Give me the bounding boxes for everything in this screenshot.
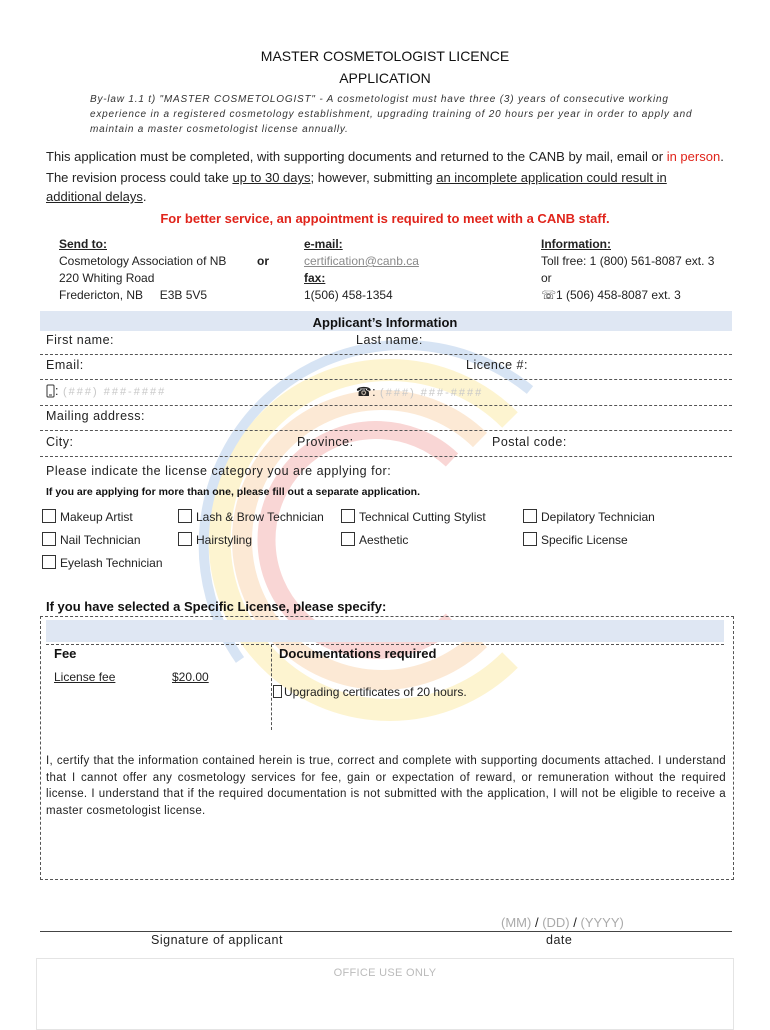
or-separator: or	[257, 254, 269, 268]
mailing-address-label: Mailing address:	[46, 409, 146, 423]
form-title-line2: APPLICATION	[339, 70, 431, 86]
divider	[271, 644, 272, 730]
checkbox-depilatory[interactable]	[523, 509, 655, 524]
checkbox-box[interactable]	[341, 532, 355, 546]
intro-text: This application must be completed, with supporting documents and returned to the CANB by mail, email or	[46, 149, 667, 164]
address-line: Fredericton, NB E3B 5V5	[59, 288, 208, 302]
address-line: Cosmetology Association of NB	[59, 254, 227, 268]
phone-placeholder: (###) ###-####	[380, 387, 484, 399]
option-label: Depilatory Technician	[541, 510, 655, 524]
fee-heading: Fee	[54, 646, 77, 661]
date-slash: /	[573, 915, 577, 930]
specific-license-input[interactable]	[46, 620, 724, 642]
checkbox-nail-technician[interactable]	[42, 532, 141, 547]
mailing-address-field[interactable]	[40, 430, 732, 431]
checkbox-box[interactable]	[42, 532, 56, 546]
checkbox-hairstyling[interactable]	[178, 532, 252, 547]
option-label: Hairstyling	[196, 533, 253, 547]
category-note: If you are applying for more than one, please fill out a separate application.	[46, 486, 420, 498]
checkbox-makeup-artist[interactable]	[42, 509, 133, 524]
phone-label	[356, 384, 483, 399]
intro-text: The revision process could take	[46, 170, 233, 185]
category-prompt: Please indicate the license category you are applying for:	[46, 464, 392, 478]
checkbox-box[interactable]	[523, 532, 537, 546]
checkbox-specific-license[interactable]	[523, 532, 628, 547]
checkbox-box[interactable]	[273, 685, 282, 698]
date-format-hint	[501, 915, 624, 930]
option-label: Nail Technician	[60, 533, 141, 547]
option-label: Specific License	[541, 533, 628, 547]
checkbox-technical-cutting[interactable]	[341, 509, 486, 524]
checkbox-aesthetic[interactable]	[341, 532, 408, 547]
intro-paragraph-1	[46, 147, 726, 166]
email-licence-field[interactable]	[40, 379, 732, 380]
checkbox-upgrading-certificates[interactable]	[273, 685, 467, 699]
signature-line[interactable]	[40, 931, 732, 932]
address-line: 220 Whiting Road	[59, 271, 155, 285]
option-label: Lash & Brow Technician	[196, 510, 324, 524]
send-to-block	[59, 236, 226, 304]
email-heading: e-mail:	[304, 237, 343, 251]
checkbox-box[interactable]	[178, 532, 192, 546]
mobile-placeholder: (###) ###-####	[62, 386, 167, 398]
email-block	[304, 236, 419, 304]
option-label: Eyelash Technician	[60, 556, 163, 570]
mobile-phone-icon	[46, 384, 55, 398]
bylaw-text: By-law 1.1 t) "MASTER COSMETOLOGIST" - A cosmetologist must have three (3) years of consecutive working experience in a registered cosmetology establishment, upgrading training of 20 hours per year in order to apply and maintain a master cosmetologist license annually.	[90, 94, 693, 135]
email-link[interactable]: certification@canb.ca	[304, 254, 419, 268]
phone-number: ☏1 (506) 458-8087 ext. 3	[541, 288, 681, 302]
mobile-colon: :	[55, 384, 59, 398]
option-label: Technical Cutting Stylist	[359, 510, 486, 524]
checkbox-box[interactable]	[523, 509, 537, 523]
date-dd: (DD)	[542, 915, 570, 930]
incomplete-warning: an incomplete application could result in additional delays	[46, 170, 667, 204]
checkbox-box[interactable]	[178, 509, 192, 523]
intro-paragraph-2	[46, 168, 726, 206]
checkbox-box[interactable]	[341, 509, 355, 523]
last-name-label: Last name:	[356, 333, 423, 347]
specific-license-prompt: If you have selected a Specific License, please specify:	[46, 599, 387, 614]
tollfree-number: Toll free: 1 (800) 561-8087 ext. 3	[541, 254, 715, 268]
send-to-heading: Send to:	[59, 237, 107, 251]
date-slash: /	[534, 915, 539, 930]
intro-text: ; however, submitting	[310, 170, 437, 185]
phone-colon: :	[372, 385, 377, 399]
signature-label: Signature of applicant	[151, 933, 283, 947]
intro-text: .	[142, 189, 147, 204]
intro-text: .	[720, 149, 724, 164]
doc-item-label: Upgrading certificates of 20 hours.	[284, 685, 467, 699]
license-fee-amount: $20.00	[172, 670, 209, 684]
checkbox-box[interactable]	[42, 555, 56, 569]
certification-statement: I, certify that the information contained herein is true, correct and complete with supporting documents attached. I understand that I cannot offer any cosmetology services for fee, gain or expectation of reward, or remuneration without the required license. I understand that if the required documentation is not submitted with the application, I will not be eligible to receive a master cosmetologist license.	[46, 755, 726, 817]
first-name-label: First name:	[46, 333, 115, 347]
date-mm: (MM)	[501, 915, 532, 930]
mobile-label	[46, 384, 166, 398]
option-label: Makeup Artist	[60, 510, 133, 524]
first-last-name-field[interactable]	[40, 354, 732, 355]
date-label: date	[546, 933, 573, 947]
information-block	[541, 236, 714, 304]
checkbox-eyelash-technician[interactable]	[42, 555, 163, 570]
license-fee-label: License fee	[54, 670, 116, 684]
date-yyyy: (YYYY)	[580, 915, 624, 930]
checkbox-lash-brow[interactable]	[178, 509, 324, 524]
city-label: City:	[46, 435, 74, 449]
email-label: Email:	[46, 358, 84, 372]
applicant-section-title: Applicant’s Information	[312, 315, 458, 330]
phone-field[interactable]	[40, 405, 732, 406]
revision-duration: up to 30 days	[232, 170, 311, 185]
in-person-highlight: in person	[666, 149, 721, 164]
checkbox-box[interactable]	[42, 509, 56, 523]
city-province-postal-field[interactable]	[40, 456, 732, 457]
fax-number: 1(506) 458-1354	[304, 288, 393, 302]
office-use-box	[36, 958, 734, 1030]
fax-heading: fax:	[304, 271, 326, 285]
option-label: Aesthetic	[359, 533, 409, 547]
telephone-icon: ☎	[356, 385, 373, 399]
info-or: or	[541, 271, 552, 285]
office-use-label: OFFICE USE ONLY	[333, 967, 437, 979]
licence-label: Licence #:	[466, 358, 528, 372]
form-title-line1: MASTER COSMETOLOGIST LICENCE	[260, 48, 510, 64]
information-heading: Information:	[541, 237, 611, 251]
postal-code-label: Postal code:	[492, 435, 567, 449]
documentation-heading: Documentations required	[279, 646, 437, 661]
divider	[46, 644, 724, 645]
province-label: Province:	[297, 435, 354, 449]
appointment-notice: For better service, an appointment is required to meet with a CANB staff.	[160, 211, 610, 226]
